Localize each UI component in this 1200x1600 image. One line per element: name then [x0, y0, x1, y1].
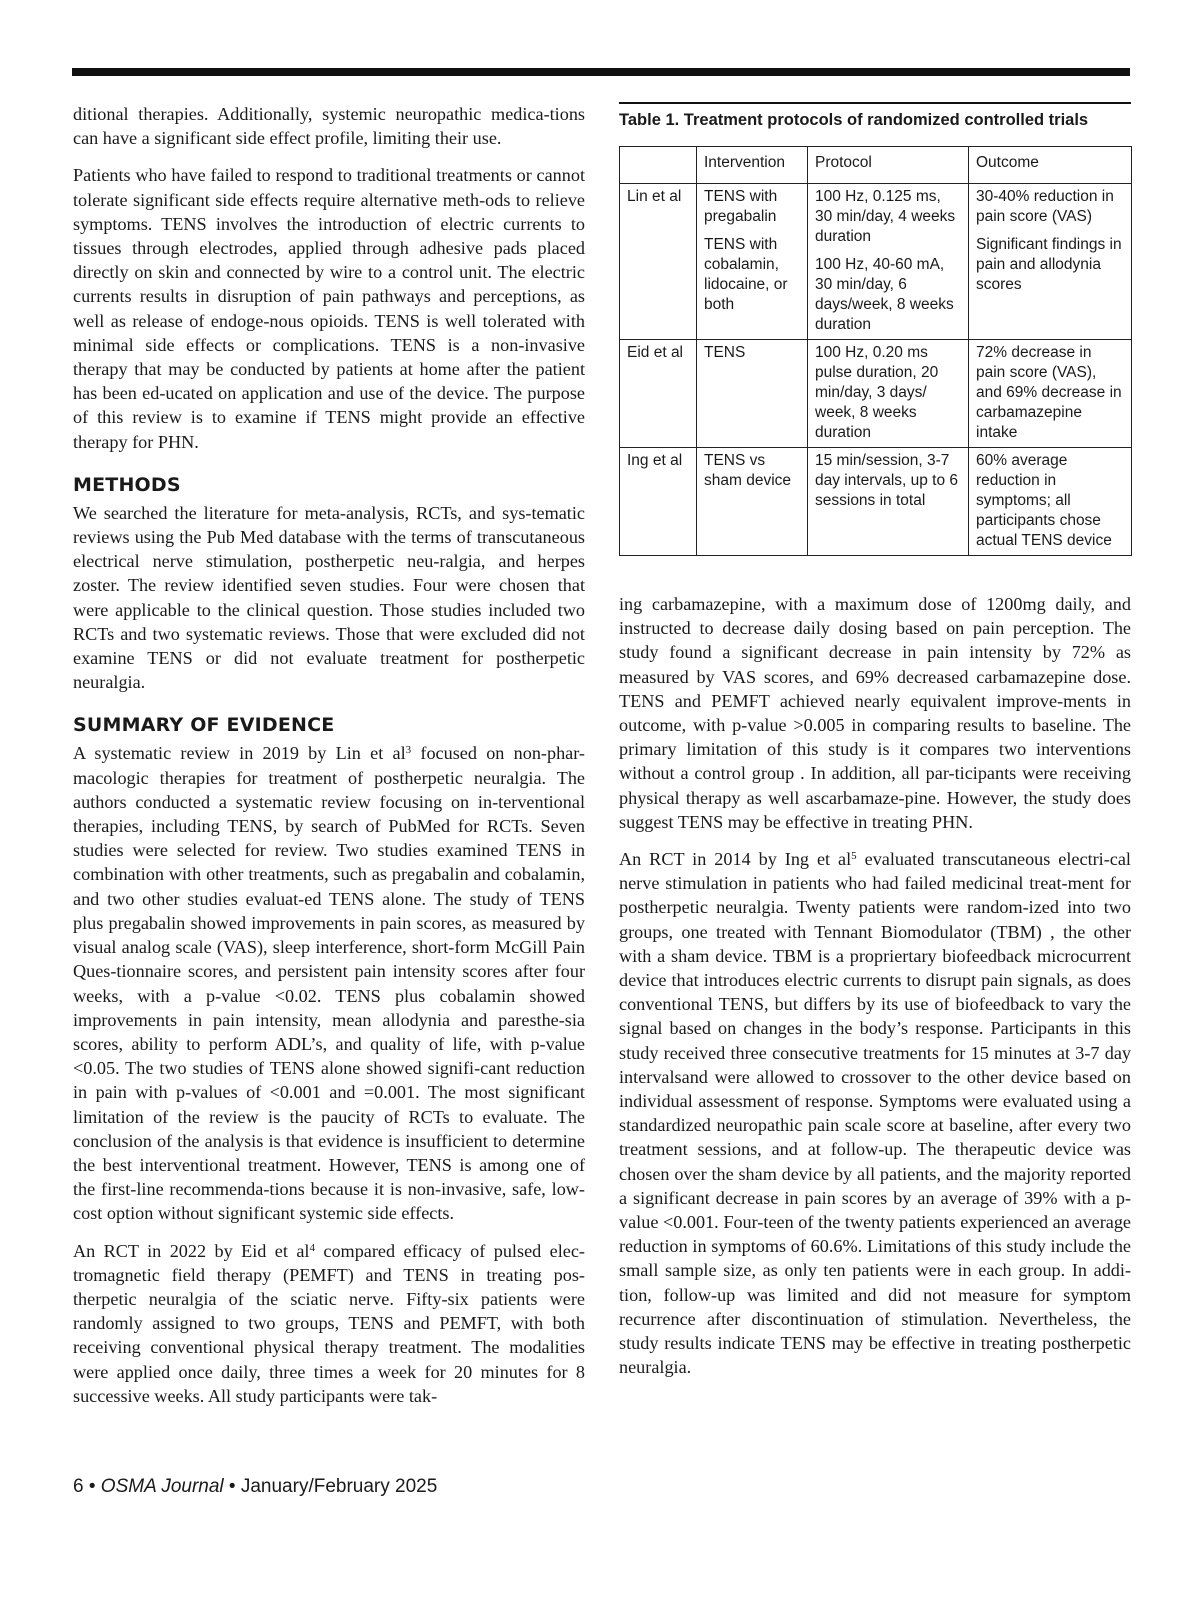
reference-3: 3	[405, 744, 412, 757]
table-cell-protocol	[808, 340, 969, 448]
journal-name: OSMA Journal	[100, 1476, 224, 1497]
table-cell-outcome	[969, 448, 1132, 556]
summary-paragraph-eid	[73, 1239, 585, 1408]
table-cell-protocol	[808, 184, 969, 340]
cell-text: 100 Hz, 0.125 ms, 30 min/day, 4 weeks duration	[815, 188, 956, 245]
paragraph-ing	[619, 847, 1131, 1379]
table-row	[620, 340, 1132, 448]
cell-text: 72% decrease in pain score (VAS), and 69% decrease in carbamazepine intake	[976, 344, 1122, 441]
table-header-cell: Outcome	[969, 147, 1132, 184]
cell-text: 100 Hz, 0.20 ms pulse duration, 20 min/day, 3 days/ week, 8 weeks duration	[815, 344, 939, 441]
cell-text: 30-40% reduction in pain score (VAS)	[976, 188, 1114, 225]
table-cell-study: Ing et al	[620, 448, 697, 556]
summary-eid-lead: An RCT in 2022 by Eid et al	[73, 1240, 310, 1261]
treatment-protocols-table	[619, 146, 1132, 556]
summary-paragraph-lin	[73, 741, 585, 1225]
reference-5: 5	[851, 850, 857, 863]
cell-text: 15 min/session, 3-7 day intervals, up to 6 sessions in total	[815, 452, 959, 509]
cell-text: 100 Hz, 40-60 mA, 30 min/day, 6 days/week, 8 weeks duration	[815, 256, 954, 333]
table-cell-outcome	[969, 340, 1132, 448]
reference-4: 4	[309, 1241, 315, 1254]
table-header-cell: Protocol	[808, 147, 969, 184]
footer-separator: •	[228, 1476, 236, 1497]
cell-text: Significant findings in pain and allodynia scores	[976, 236, 1122, 293]
table-row	[620, 448, 1132, 556]
footer-separator: •	[88, 1476, 96, 1497]
left-column	[73, 102, 585, 1421]
header-rule	[72, 68, 1130, 76]
issue-date: January/February 2025	[240, 1476, 438, 1497]
methods-heading: METHODS	[73, 473, 181, 496]
paragraph-eid-continued: ing carbamazepine, with a maximum dose of 1200mg daily, and instructed to decrease daily dosing based on pain perception. The study found a significant decrease in pain intensity by 72% as measured by VAS scores, and 69% decreased carbamazepine dose. TENS and PEMFT achieved nearly equivalent improve-ments in outcome, with p-value >0.005 in comparing results to baseline. The primary limitation of this study is it compares two interventions without a control group . In addition, all par-ticipants were receiving physical therapy as well ascarbamaze-pine. However, the study does suggest TENS may be effective in treating PHN.	[619, 594, 1131, 832]
table-cell-intervention	[697, 340, 808, 448]
ing-lead: An RCT in 2014 by Ing et al	[619, 849, 852, 870]
methods-paragraph: We searched the literature for meta-analysis, RCTs, and sys-tematic reviews using the Pub Med database with the terms of transcutaneous electrical nerve stimulation, postherpetic neu-ralgia, and herpes zoster. The review identified seven studies. Four were chosen that were applicable to the clinical question. Those studies included two RCTs and two systematic reviews. Those that were excluded did not examine TENS or did not evaluate treatment for postherpetic neuralgia.	[73, 502, 585, 693]
table-cell-study: Lin et al	[620, 184, 697, 340]
paragraph-continuation: ditional therapies. Additionally, systemic neuropathic medica-tions can have a significant side effect profile, limiting their use.	[73, 104, 585, 149]
table-cell-study: Eid et al	[620, 340, 697, 448]
table-header-cell: Intervention	[697, 147, 808, 184]
cell-text: TENS with pregabalin	[704, 188, 778, 225]
table-cell-intervention	[697, 184, 808, 340]
cell-text: TENS	[704, 344, 746, 361]
summary-lin-lead: A systematic review in 2019 by Lin et al	[73, 743, 406, 764]
table-caption: Table 1. Treatment protocols of randomized controlled trials	[619, 102, 1131, 130]
right-column	[619, 102, 1131, 1393]
table-header-row	[620, 147, 1132, 184]
cell-text: 60% average reduction in symptoms; all participants chose actual TENS device	[976, 452, 1112, 549]
table-cell-protocol	[808, 448, 969, 556]
page-footer	[73, 1476, 437, 1498]
table-header-cell	[620, 147, 697, 184]
ing-body: evaluated transcutaneous electri-cal nerve stimulation in patients who had failed medicinal treat-ment for postherpetic neuralgia. Twenty patients were random-ized into two groups, one treated with Tennant Biomodulator (TBM) , the other with a sham device. TBM is a propriertary biofeedback microcurrent device that introduces electric currents to disrupt pain signals, as does conventional TENS, but differs by its use of biofeedback to vary the signal based on changes in the body’s response. Participants in this study received three consecutive treatments for 15 minutes at 3-7 day intervalsand were allowed to crossover to the other device based on individual assessment of response. Symptoms were evaluated using a standardized neuropathic pain scale score at baseline, after every two treatment sessions, and at follow-up. The therapeutic device was chosen over the sham device by all patients, and the majority reported a significant decrease in pain scores by an average of 39% with a p-value <0.001. Four-teen of the twenty patients experienced an average reduction in symptoms of 60.6%. Limitations of this study include the small sample size, as only ten patients were in each group. In addi-tion, follow-up was limited and did not measure for symptom recurrence after discontinuation of stimulation. Nevertheless, the study results indicate TENS may be effective in treating postherpetic neuralgia.	[619, 849, 1131, 1378]
table-cell-outcome	[969, 184, 1132, 340]
summary-lin-body: focused on non-phar-macologic therapies for treatment of postherpetic neuralgia. The authors conducted a systematic review focusing on in-terventional therapies, including TENS, by search of PubMed for RCTs. Seven studies were selected for review. Two studies examined TENS in combination with other treatments, such as pregabalin and cobalamin, and two other studies evaluat-ed TENS alone. The study of TENS plus pregabalin showed improvements in pain scores, as measured by visual analog scale (VAS), sleep interference, short-form McGill Pain Ques-tionnaire scores, and persistent pain intensity scores after four weeks, with a p-value <0.02. TENS plus cobalamin showed improvements in pain intensity, mean allodynia and paresthe-sia scores, ability to perform ADL’s, and quality of life, with p-value <0.05. The two studies of TENS alone showed signifi-cant reduction in pain with p-values of <0.001 and =0.001. The most significant limitation of the review is the paucity of RCTs to evaluate. The conclusion of the analysis is that evidence is insufficient to determine the best interventional treatment. However, TENS is among one of the first-line recommenda-tions because it is non-invasive, safe, low-cost option without significant systemic side effects.	[73, 743, 585, 1224]
cell-text: TENS with cobalamin, lidocaine, or both	[704, 236, 788, 313]
summary-eid-body: compared efficacy of pulsed elec-tromagnetic field therapy (PEMFT) and TENS in treating pos-therpetic neuralgia of the sciatic nerve. Fifty-six patients were randomly assigned to two groups, TENS and PEMFT, with both receiving conventional physical therapy treatment. The modalities were applied once daily, three times a week for 20 minutes for 8 successive weeks. All study participants were tak-	[73, 1240, 585, 1406]
summary-heading: SUMMARY OF EVIDENCE	[73, 714, 335, 737]
page-number: 6	[73, 1476, 84, 1497]
cell-text: TENS vs sham device	[704, 452, 792, 489]
table-row	[620, 184, 1132, 340]
table-cell-intervention	[697, 448, 808, 556]
paragraph-tens-intro: Patients who have failed to respond to traditional treatments or cannot tolerate significant side effects require alternative meth-ods to relieve symptoms. TENS involves the introduction of electric currents to tissues through electrodes, applied through adhesive pads placed directly on skin and connected by wire to a control unit. The electric currents results in disruption of pain pathways and perceptions, as well as release of endoge-nous opioids. TENS is well tolerated with minimal side effects or complications. TENS is a non-invasive therapy that may be conducted by patients at home after the patient has been ed-ucated on application and use of the device. The purpose of this review is to examine if TENS might provide an effective therapy for PHN.	[73, 165, 585, 452]
